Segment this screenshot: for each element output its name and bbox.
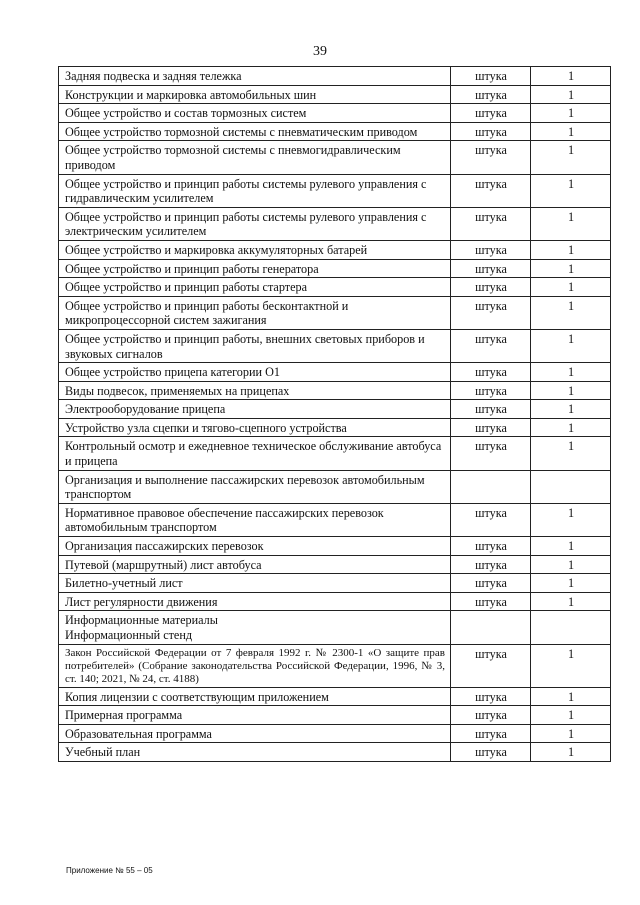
item-name bbox=[59, 555, 451, 574]
table-row bbox=[59, 122, 611, 141]
item-unit: штука bbox=[451, 574, 531, 593]
item-name-text: Общее устройство и маркировка аккумуляторных батарей bbox=[65, 242, 368, 257]
table-row bbox=[59, 67, 611, 86]
table-row bbox=[59, 240, 611, 259]
table-row bbox=[59, 329, 611, 362]
table-body bbox=[59, 67, 611, 762]
item-name bbox=[59, 537, 451, 556]
item-quantity: 1 bbox=[531, 706, 611, 725]
item-name-text: Общее устройство тормозной системы с пневматическим приводом bbox=[65, 124, 418, 139]
item-name-text: Контрольный осмотр и ежедневное техническое обслуживание автобуса и прицепа bbox=[65, 439, 442, 469]
table-row bbox=[59, 259, 611, 278]
page-footer: Приложение № 55 – 05 bbox=[66, 866, 153, 875]
page-number: 39 bbox=[313, 44, 327, 59]
item-quantity: 1 bbox=[531, 400, 611, 419]
item-name bbox=[59, 67, 451, 86]
table-row bbox=[59, 706, 611, 725]
table-row bbox=[59, 644, 611, 687]
item-quantity bbox=[531, 470, 611, 503]
item-unit: штука bbox=[451, 592, 531, 611]
item-quantity: 1 bbox=[531, 259, 611, 278]
item-unit: штука bbox=[451, 259, 531, 278]
item-name bbox=[59, 644, 451, 687]
item-name bbox=[59, 259, 451, 278]
table-row bbox=[59, 555, 611, 574]
table-row bbox=[59, 85, 611, 104]
item-unit: штука bbox=[451, 400, 531, 419]
item-quantity: 1 bbox=[531, 503, 611, 536]
item-name bbox=[59, 724, 451, 743]
item-name-text: Задняя подвеска и задняя тележка bbox=[65, 69, 242, 83]
item-unit: штука bbox=[451, 724, 531, 743]
table-row bbox=[59, 592, 611, 611]
item-name-text: Общее устройство и состав тормозных систем bbox=[65, 106, 307, 121]
item-name bbox=[59, 503, 451, 536]
item-quantity: 1 bbox=[531, 240, 611, 259]
table-row bbox=[59, 296, 611, 329]
table-row bbox=[59, 437, 611, 470]
item-quantity: 1 bbox=[531, 67, 611, 86]
item-unit: штука bbox=[451, 418, 531, 437]
item-quantity: 1 bbox=[531, 555, 611, 574]
item-unit: штука bbox=[451, 644, 531, 687]
item-quantity: 1 bbox=[531, 381, 611, 400]
item-name-text: Общее устройство прицепа категории О1 bbox=[65, 365, 280, 380]
table-row bbox=[59, 381, 611, 400]
item-quantity bbox=[531, 611, 611, 644]
item-unit: штука bbox=[451, 555, 531, 574]
item-unit: штука bbox=[451, 141, 531, 174]
item-unit: штука bbox=[451, 381, 531, 400]
table-row bbox=[59, 400, 611, 419]
item-name bbox=[59, 174, 451, 207]
item-unit: штука bbox=[451, 296, 531, 329]
table-row bbox=[59, 724, 611, 743]
item-unit: штука bbox=[451, 437, 531, 470]
item-name bbox=[59, 141, 451, 174]
item-name bbox=[59, 296, 451, 329]
item-name-text: Электрооборудование прицепа bbox=[65, 402, 226, 417]
item-quantity: 1 bbox=[531, 537, 611, 556]
item-unit: штука bbox=[451, 85, 531, 104]
item-quantity: 1 bbox=[531, 363, 611, 382]
table-row bbox=[59, 687, 611, 706]
item-name-text: Виды подвесок, применяемых на прицепах bbox=[65, 383, 290, 398]
item-name-text: Общее устройство и принцип работы системы рулевого управления с гидравлическим усилителем bbox=[65, 176, 427, 206]
table-row bbox=[59, 278, 611, 297]
item-name bbox=[59, 470, 451, 503]
item-name-text: Общее устройство и принцип работы системы рулевого управления с электрическим усилителем bbox=[65, 209, 427, 239]
item-quantity: 1 bbox=[531, 122, 611, 141]
item-name bbox=[59, 706, 451, 725]
item-name bbox=[59, 592, 451, 611]
item-quantity: 1 bbox=[531, 644, 611, 687]
item-name bbox=[59, 743, 451, 762]
item-name-text: Лист регулярности движения bbox=[65, 594, 218, 609]
item-quantity: 1 bbox=[531, 687, 611, 706]
item-unit: штука bbox=[451, 278, 531, 297]
table-row bbox=[59, 611, 611, 644]
item-unit: штука bbox=[451, 363, 531, 382]
item-name bbox=[59, 687, 451, 706]
item-name-text: Путевой (маршрутный) лист автобуса bbox=[65, 557, 262, 572]
item-name-text: Общее устройство и принцип работы, внешних световых приборов и звуковых сигналов bbox=[65, 331, 425, 361]
item-name bbox=[59, 611, 451, 644]
table-row bbox=[59, 470, 611, 503]
item-name-text: Образовательная программа bbox=[65, 726, 212, 741]
item-name-text: Конструкции и маркировка автомобильных шин bbox=[65, 87, 317, 102]
item-name-text: Примерная программа bbox=[65, 708, 183, 723]
item-name-text: Общее устройство и принцип работы стартера bbox=[65, 280, 307, 295]
item-name bbox=[59, 104, 451, 123]
item-unit: штука bbox=[451, 174, 531, 207]
item-quantity: 1 bbox=[531, 724, 611, 743]
table-row bbox=[59, 574, 611, 593]
item-name-text: Общее устройство и принцип работы генератора bbox=[65, 261, 319, 276]
table-row bbox=[59, 363, 611, 382]
item-unit: штука bbox=[451, 104, 531, 123]
item-name bbox=[59, 400, 451, 419]
item-unit: штука bbox=[451, 207, 531, 240]
item-name bbox=[59, 363, 451, 382]
item-unit: штука bbox=[451, 503, 531, 536]
item-unit: штука bbox=[451, 706, 531, 725]
item-unit: штука bbox=[451, 743, 531, 762]
item-unit bbox=[451, 470, 531, 503]
item-quantity: 1 bbox=[531, 296, 611, 329]
item-name bbox=[59, 122, 451, 141]
table-row bbox=[59, 537, 611, 556]
table-row bbox=[59, 743, 611, 762]
item-name-text: Копия лицензии с соответствующим приложением bbox=[65, 689, 329, 704]
item-name bbox=[59, 381, 451, 400]
item-name-text: Нормативное правовое обеспечение пассажирских перевозок автомобильным транспортом bbox=[65, 505, 384, 535]
item-quantity: 1 bbox=[531, 574, 611, 593]
item-unit bbox=[451, 611, 531, 644]
item-quantity: 1 bbox=[531, 592, 611, 611]
item-name-text: Билетно-учетный лист bbox=[65, 576, 183, 591]
item-quantity: 1 bbox=[531, 85, 611, 104]
table-row bbox=[59, 503, 611, 536]
item-name-text: Общее устройство тормозной системы с пневмогидравлическим приводом bbox=[65, 143, 401, 172]
item-unit: штука bbox=[451, 122, 531, 141]
item-quantity: 1 bbox=[531, 278, 611, 297]
equipment-table bbox=[58, 66, 611, 762]
table-row bbox=[59, 104, 611, 123]
item-name-text: Организация и выполнение пассажирских перевозок автомобильным транспортом bbox=[65, 472, 425, 502]
item-unit: штука bbox=[451, 537, 531, 556]
item-unit: штука bbox=[451, 67, 531, 86]
item-name-text: Устройство узла сцепки и тягово-сцепного устройства bbox=[65, 420, 347, 435]
item-quantity: 1 bbox=[531, 141, 611, 174]
item-name bbox=[59, 85, 451, 104]
item-quantity: 1 bbox=[531, 437, 611, 470]
item-quantity: 1 bbox=[531, 207, 611, 240]
item-name-text-2: Информационный стенд bbox=[65, 628, 193, 642]
item-name-text: Общее устройство и принцип работы бесконтактной и микропроцессорной систем зажигания bbox=[65, 298, 349, 328]
item-unit: штука bbox=[451, 687, 531, 706]
item-name bbox=[59, 418, 451, 437]
item-quantity: 1 bbox=[531, 104, 611, 123]
item-name-text: Организация пассажирских перевозок bbox=[65, 539, 264, 554]
item-name bbox=[59, 574, 451, 593]
item-name bbox=[59, 207, 451, 240]
item-name-text: Закон Российской Федерации от 7 февраля 1992 г. № 2300-1 «О защите прав потребителей» (Собрание законодательства Российской Федерации, 1996, № 3, ст. 140; 2021, № 24, ст. 4188) bbox=[65, 646, 445, 685]
item-name bbox=[59, 437, 451, 470]
item-quantity: 1 bbox=[531, 418, 611, 437]
table-row bbox=[59, 418, 611, 437]
item-name bbox=[59, 329, 451, 362]
item-name-text: Учебный план bbox=[65, 745, 141, 760]
item-quantity: 1 bbox=[531, 174, 611, 207]
item-unit: штука bbox=[451, 329, 531, 362]
item-name bbox=[59, 278, 451, 297]
item-quantity: 1 bbox=[531, 329, 611, 362]
item-name bbox=[59, 240, 451, 259]
item-quantity: 1 bbox=[531, 743, 611, 762]
table-row bbox=[59, 141, 611, 174]
table-row bbox=[59, 207, 611, 240]
item-unit: штука bbox=[451, 240, 531, 259]
table-row bbox=[59, 174, 611, 207]
item-name-text: Информационные материалы bbox=[65, 613, 218, 628]
